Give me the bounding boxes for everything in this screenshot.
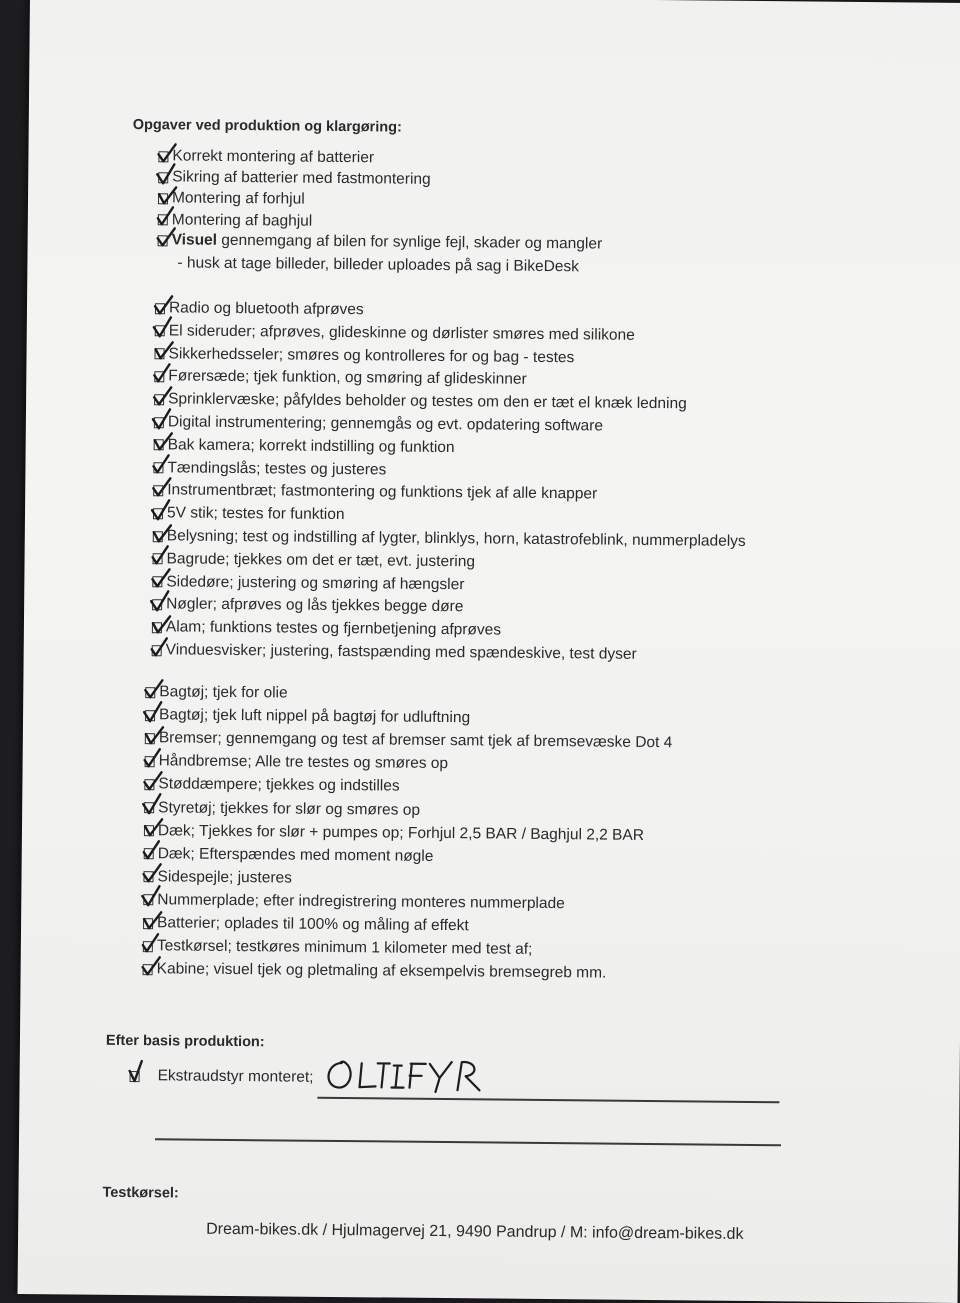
checklist-item: [155, 322, 635, 345]
checklist-item: [152, 573, 464, 594]
checkbox[interactable]: [158, 172, 168, 183]
checklist-item-label: Dæk; Tjekkes for slør + pumpes op; Forhjul 2,5 BAR / Baghjul 2,2 BAR: [157, 821, 645, 844]
checkbox[interactable]: [158, 214, 168, 225]
checkbox[interactable]: [153, 531, 163, 542]
checklist-item-label: Sprinklervæske; påfyldes beholder og testes om den er tæt el knæk ledning: [168, 390, 687, 413]
paper-sheet: [18, 0, 960, 1303]
checklist-item: [143, 914, 469, 935]
checkmark-icon: [151, 477, 171, 497]
handwritten-signature: [319, 1049, 489, 1097]
checklist-item-label: Montering af forhjul: [171, 189, 305, 209]
checkbox[interactable]: [145, 756, 155, 767]
checklist-item-label: Alam; funktions testes og fjernbetjening afprøves: [165, 618, 502, 639]
checkbox[interactable]: [143, 964, 153, 975]
checkmark-icon: [156, 185, 176, 205]
checkmark-icon: [143, 679, 163, 699]
checkbox[interactable]: [154, 417, 164, 428]
checklist-item-label: Støddæmpere; tjekkes og indstilles: [158, 775, 400, 795]
checkbox[interactable]: [144, 779, 154, 790]
checkmark-icon: [141, 910, 161, 930]
visuel-note: - husk at tage billeder, billeder uploades på sag i BikeDesk: [177, 254, 580, 276]
checkmark-icon: [153, 295, 173, 315]
checklist-item-label: Sidespejle; justeres: [157, 868, 293, 887]
checklist-item-label: Belysning; test og indstilling af lygter, blinklys, horn, katastrofeblink, nummerpladelys: [166, 527, 746, 550]
checkbox[interactable]: [154, 371, 164, 382]
checkmark-icon: [151, 500, 171, 520]
signature-line: [317, 1097, 779, 1103]
checklist-item: [144, 845, 434, 866]
extra-equipment-row: [130, 1067, 314, 1087]
checklist-item: [154, 390, 687, 413]
checklist-item-visuel: [158, 231, 603, 253]
checkbox[interactable]: [153, 553, 163, 564]
checklist-item-label: Bagtøj; tjek luft nippel på bagtøj for udluftning: [159, 706, 471, 727]
checkmark-icon: [143, 702, 163, 722]
checklist-item-label: Nøgler; afprøves og lås tjekkes begge døre: [166, 595, 464, 616]
checklist-item-label: Testkørsel; testkøres minimum 1 kilometer med test af;: [156, 937, 533, 958]
checkmark-icon: [151, 454, 171, 474]
checkmark-icon: [156, 206, 176, 226]
checklist-item: [154, 345, 574, 367]
checklist-item: [145, 729, 673, 752]
checkmark-icon: [150, 568, 170, 588]
checkbox[interactable]: [153, 508, 163, 519]
checklist-item: [152, 641, 637, 664]
checkmark-icon: [150, 637, 170, 657]
checklist-item-label: Radio og bluetooth afprøves: [168, 299, 364, 319]
checkbox[interactable]: [144, 848, 154, 859]
checkbox[interactable]: [154, 440, 164, 451]
checkmark-icon: [151, 545, 171, 565]
checklist-item-label: Styretøj; tjekkes for slør og smøres op: [158, 798, 421, 819]
checkbox[interactable]: [154, 394, 164, 405]
checkbox[interactable]: [143, 895, 153, 906]
checklist-item-label: Korrekt montering af batterier: [172, 147, 375, 167]
checklist-item: [154, 413, 603, 435]
checkmark-icon: [156, 164, 176, 184]
checkbox[interactable]: [152, 622, 162, 633]
test-drive-heading: Testkørsel:: [102, 1184, 179, 1202]
checkbox[interactable]: [153, 462, 163, 473]
checkmark-icon: [152, 409, 172, 429]
checkbox[interactable]: [144, 802, 154, 813]
checklist-item-label: 5V stik; testes for funktion: [166, 504, 345, 524]
checkmark-icon: [143, 725, 163, 745]
checkbox[interactable]: [155, 303, 165, 314]
checklist-item-label: Bagtøj; tjek for olie: [159, 683, 288, 702]
checklist-item-label: Sikring af batterier med fastmontering: [172, 168, 431, 189]
checklist-item: [152, 618, 501, 639]
checkmark-icon: [142, 794, 162, 814]
checkbox[interactable]: [143, 871, 153, 882]
checklist-item: [152, 550, 475, 571]
checklist-item: [145, 706, 470, 727]
checkbox[interactable]: [144, 825, 154, 836]
checkbox[interactable]: [155, 326, 165, 337]
checklist-item: [154, 436, 455, 457]
checklist-item-label: Digital instrumentering; gennemgås og evt. opdatering software: [167, 413, 604, 435]
checkmark-icon: [152, 340, 172, 360]
checklist-item: [152, 596, 463, 617]
checkbox[interactable]: [158, 151, 168, 162]
checklist-item-label: Sidedøre; justering og smøring af hængsler: [166, 572, 465, 593]
visuel-bold: Visuel: [171, 231, 218, 249]
checkbox[interactable]: [145, 733, 155, 744]
checkbox[interactable]: [152, 645, 162, 656]
checklist-item-label: Tændingslås; testes og justeres: [167, 458, 387, 479]
extra-equipment-label: Ekstraudstyr monteret;: [157, 1067, 314, 1086]
checklist-item: [158, 211, 313, 230]
checklist-item: [143, 937, 533, 959]
checklist-item-label: Bagrude; tjekkes om det er tæt, evt. justering: [166, 550, 476, 571]
checkmark-icon: [142, 771, 162, 791]
checkbox[interactable]: [145, 710, 155, 721]
checklist-item-label: Håndbremse; Alle tre testes og smøres op: [158, 752, 449, 773]
checklist-item: [143, 868, 292, 887]
checkbox[interactable]: [152, 576, 162, 587]
checkmark-icon: [152, 363, 172, 383]
checklist-item-label: Vinduesvisker; justering, fastspænding med spændeskive, test dyser: [165, 641, 637, 663]
checkmark-icon: [141, 933, 161, 953]
checkbox[interactable]: [130, 1071, 140, 1082]
visuel-text: gennemgang af bilen for synlige fejl, skader og mangler: [216, 231, 603, 253]
production-heading: Opgaver ved produktion og klargøring:: [132, 116, 402, 136]
checklist-item-label: Bak kamera; korrekt indstilling og funktion: [167, 436, 455, 456]
checklist-item-label: Sikkerhedsseler; smøres og kontrolleres for og bag - testes: [168, 344, 575, 366]
checkmark-icon: [142, 817, 162, 837]
checkmark-icon: [143, 748, 163, 768]
checkbox[interactable]: [158, 193, 168, 204]
checkmark-icon: [150, 614, 170, 634]
checklist-item: [145, 752, 449, 773]
checklist-item: [145, 683, 288, 702]
checklist-item: [153, 482, 597, 504]
checkmark-icon: [153, 317, 173, 337]
checklist-item: [154, 368, 527, 390]
checklist-item: [153, 459, 386, 479]
checkmark-icon: [152, 431, 172, 451]
checklist-item: [144, 776, 399, 796]
checklist-item: [143, 960, 607, 982]
checkmark-icon: [128, 1062, 148, 1082]
checklist-item: [153, 504, 345, 524]
checklist-item-label: Batterier; oplades til 100% og måling af effekt: [157, 914, 469, 935]
checkmark-icon: [156, 227, 176, 247]
checkmark-icon: [151, 523, 171, 543]
checkbox[interactable]: [158, 235, 168, 246]
footer-contact: Dream-bikes.dk / Hjulmagervej 21, 9490 Pandrup / M: info@dream-bikes.dk: [206, 1220, 744, 1243]
checklist-item: [153, 527, 746, 551]
checkbox[interactable]: [143, 918, 153, 929]
checklist-item-label: El sideruder; afprøves, glideskinne og dørlister smøres med silikone: [168, 322, 635, 344]
checklist-item-label: Instrumentbræt; fastmontering og funktions tjek af alle knapper: [167, 481, 598, 503]
checklist-item: [155, 299, 364, 319]
checklist-item: [144, 799, 420, 820]
checklist-item: [158, 147, 374, 167]
checkmark-icon: [152, 386, 172, 406]
checkmark-icon: [142, 840, 162, 860]
checkbox[interactable]: [152, 599, 162, 610]
checkmark-icon: [150, 591, 170, 611]
blank-line: [155, 1138, 781, 1146]
checklist-item: [158, 190, 305, 209]
checkbox[interactable]: [145, 687, 155, 698]
checkmark-icon: [156, 143, 176, 163]
checklist-item-label: Montering af baghjul: [171, 210, 313, 230]
checklist-item: [143, 891, 565, 913]
after-production-heading: Efter basis produktion:: [105, 1032, 265, 1051]
checklist-item-label: Dæk; Efterspændes med moment nøgle: [157, 844, 434, 865]
checklist-item: [158, 168, 431, 189]
checklist-item: [144, 822, 644, 845]
checklist-item-label: Bremser; gennemgang og test af bremser samt tjek af bremsevæske Dot 4: [158, 729, 673, 752]
checkbox[interactable]: [154, 348, 164, 359]
checklist-item-label: Førersæde; tjek funktion, og smøring af glideskinner: [168, 367, 527, 389]
checkmark-icon: [141, 863, 161, 883]
checklist-item-label: Nummerplade; efter indregistrering monteres nummerplade: [157, 891, 565, 913]
checkmark-icon: [141, 887, 161, 907]
checkbox[interactable]: [143, 941, 153, 952]
checkmark-icon: [141, 956, 161, 976]
checkbox[interactable]: [153, 485, 163, 496]
checklist-item-label: Kabine; visuel tjek og pletmaling af eksempelvis bremsegreb mm.: [156, 960, 607, 982]
